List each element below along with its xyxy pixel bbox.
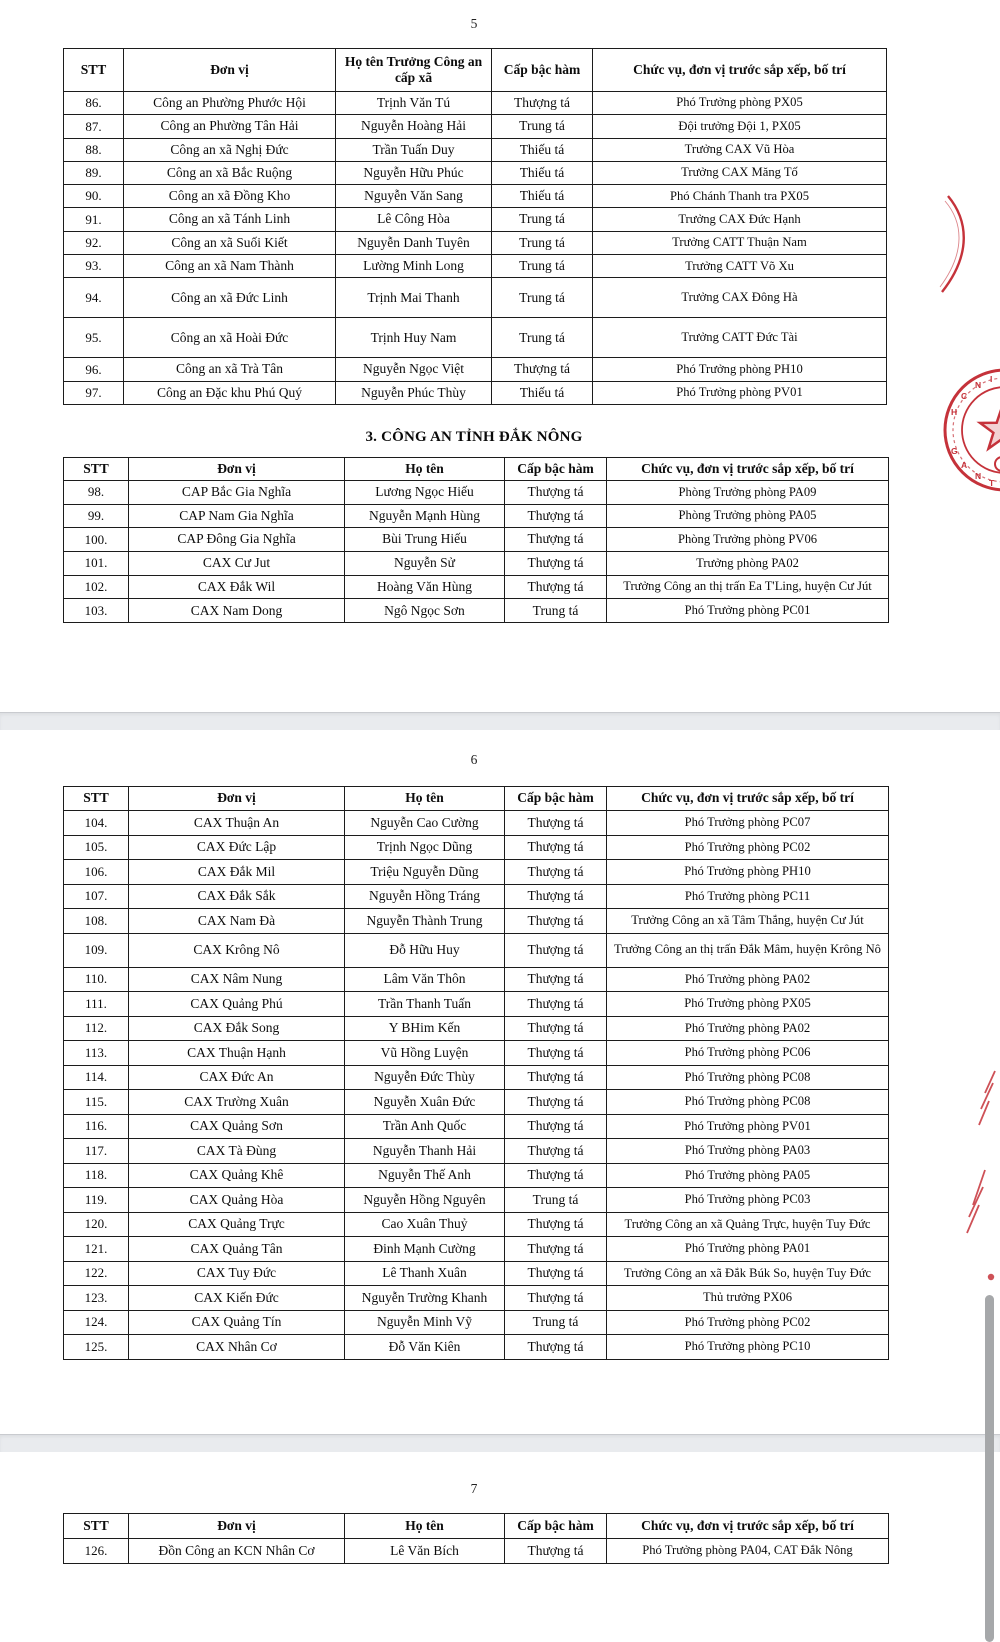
table-cell: 120.	[64, 1212, 129, 1237]
table-cell: Lê Văn Bích	[345, 1539, 505, 1564]
table-row	[64, 115, 887, 138]
table-cell: Trung tá	[492, 318, 593, 358]
table-header-cell: Cấp bậc hàm	[505, 1514, 607, 1539]
table-cell: CAX Nâm Nung	[129, 967, 345, 992]
table-cell: Thượng tá	[505, 1090, 607, 1115]
table-cell: Phó Trưởng phòng PC08	[607, 1090, 889, 1115]
table-cell: Thượng tá	[505, 1139, 607, 1164]
table-cell: Thượng tá	[505, 967, 607, 992]
table-cell: 114.	[64, 1065, 129, 1090]
table-cell: Trưởng Công an xã Đắk Búk So, huyện Tuy Đức	[607, 1261, 889, 1286]
table-cell: 124.	[64, 1310, 129, 1335]
table-cell: Phó Trưởng phòng PA05	[607, 1163, 889, 1188]
table-row	[64, 1539, 889, 1564]
section-heading: 3. CÔNG AN TỈNH ĐẮK NÔNG	[365, 429, 583, 445]
table-cell: Công an xã Suối Kiết	[124, 231, 336, 254]
table-cell: Phó Trưởng phòng PA04, CAT Đắk Nông	[607, 1539, 889, 1564]
table-header-cell: Họ tên	[345, 1514, 505, 1539]
table-cell: Phòng Trưởng phòng PA09	[607, 481, 889, 505]
table-cell: Vũ Hồng Luyện	[345, 1041, 505, 1066]
table-cell: CAX Tuy Đức	[129, 1261, 345, 1286]
table-cell: Thiếu tá	[492, 381, 593, 404]
official-seal-icon	[930, 368, 1000, 498]
table-header-cell: STT	[64, 458, 129, 481]
table-row	[64, 1114, 889, 1139]
table-cell: Công an xã Trà Tân	[124, 358, 336, 381]
table-cell: Trịnh Văn Tú	[336, 92, 492, 115]
table-row	[64, 1310, 889, 1335]
table-row	[64, 933, 889, 967]
table-cell: Thượng tá	[505, 528, 607, 552]
table-cell: Công an xã Đồng Kho	[124, 185, 336, 208]
pdf-page-7	[0, 1452, 1000, 1642]
table-header-cell: Đơn vị	[129, 458, 345, 481]
table-row	[64, 884, 889, 909]
table-cell: CAP Đông Gia Nghĩa	[129, 528, 345, 552]
table-cell: 109.	[64, 933, 129, 967]
table-cell: 101.	[64, 552, 129, 576]
svg-text:H: H	[951, 407, 958, 417]
table-cell: Công an xã Đức Linh	[124, 278, 336, 318]
table-row	[64, 1016, 889, 1041]
svg-text:I: I	[990, 374, 993, 384]
table-cell: Nguyễn Thế Anh	[345, 1163, 505, 1188]
table-cell: 117.	[64, 1139, 129, 1164]
table-cell: Phó Chánh Thanh tra PX05	[593, 185, 887, 208]
table-header-row	[64, 49, 887, 92]
table-cell: Trưởng CAX Đức Hạnh	[593, 208, 887, 231]
table-cell: Thượng tá	[505, 1335, 607, 1360]
table-cell: 113.	[64, 1041, 129, 1066]
table-cell: Lương Ngọc Hiếu	[345, 481, 505, 505]
page-number: 6	[470, 752, 478, 767]
table-row	[64, 1335, 889, 1360]
table-row	[64, 1212, 889, 1237]
svg-text:C: C	[961, 391, 968, 401]
table-cell: 106.	[64, 860, 129, 885]
table-cell: Thượng tá	[505, 1286, 607, 1311]
table-cell: Đỗ Hữu Huy	[345, 933, 505, 967]
table-cell: Thượng tá	[505, 1539, 607, 1564]
table-row	[64, 278, 887, 318]
table-row	[64, 1163, 889, 1188]
table-cell: CAX Trường Xuân	[129, 1090, 345, 1115]
table-header-cell: Chức vụ, đơn vị trước sắp xếp, bố trí	[593, 49, 887, 92]
table-cell: CAX Đắk Song	[129, 1016, 345, 1041]
table-cell: CAX Kiến Đức	[129, 1286, 345, 1311]
table-cell: 99.	[64, 504, 129, 528]
table-cell: Đinh Mạnh Cường	[345, 1237, 505, 1262]
table-cell: Phó Trưởng phòng PC11	[607, 884, 889, 909]
table-cell: Phó Trưởng phòng PC01	[607, 599, 889, 623]
pdf-page-6	[0, 730, 1000, 1434]
table-cell: Nguyễn Cao Cường	[345, 811, 505, 836]
table-cell: Đồn Công an KCN Nhân Cơ	[129, 1539, 345, 1564]
pdf-page-5	[0, 0, 1000, 712]
svg-text:T: T	[989, 478, 995, 488]
table-cell: 91.	[64, 208, 124, 231]
table-header-cell: Họ tên	[345, 458, 505, 481]
table-header-row	[64, 458, 889, 481]
table-header-cell: Họ tên	[345, 787, 505, 811]
table-cell: 116.	[64, 1114, 129, 1139]
table-cell: Thượng tá	[505, 992, 607, 1017]
table-cell: Phó Trưởng phòng PH10	[593, 358, 887, 381]
table-cell: Thượng tá	[505, 1065, 607, 1090]
signature-marks-icon	[955, 1065, 1000, 1290]
table-row	[64, 599, 889, 623]
table-cell: 122.	[64, 1261, 129, 1286]
table-cell: Công an xã Hoài Đức	[124, 318, 336, 358]
table-cell: 97.	[64, 381, 124, 404]
table-row	[64, 504, 889, 528]
table-cell: Triệu Nguyễn Dũng	[345, 860, 505, 885]
table-row	[64, 835, 889, 860]
table-row	[64, 992, 889, 1017]
table-cell: Phó Trưởng phòng PA01	[607, 1237, 889, 1262]
table-cell: Trịnh Mai Thanh	[336, 278, 492, 318]
table-cell: Trịnh Huy Nam	[336, 318, 492, 358]
officers-table-page5-top	[63, 48, 887, 405]
table-header-row	[64, 1514, 889, 1539]
table-cell: Thượng tá	[492, 358, 593, 381]
table-cell: CAP Nam Gia Nghĩa	[129, 504, 345, 528]
table-header-cell: Họ tên Trưởng Công an cấp xã	[336, 49, 492, 92]
table-cell: Nguyễn Hữu Phúc	[336, 161, 492, 184]
table-cell: 119.	[64, 1188, 129, 1213]
table-cell: Thượng tá	[505, 1212, 607, 1237]
table-header-cell: STT	[64, 787, 129, 811]
page-separator	[0, 1434, 1000, 1454]
table-cell: 105.	[64, 835, 129, 860]
table-cell: Thượng tá	[505, 575, 607, 599]
table-row	[64, 358, 887, 381]
table-cell: Nguyễn Hoàng Hải	[336, 115, 492, 138]
table-cell: Lường Minh Long	[336, 255, 492, 278]
table-cell: CAX Quảng Khê	[129, 1163, 345, 1188]
table-row	[64, 528, 889, 552]
table-cell: Bùi Trung Hiếu	[345, 528, 505, 552]
table-cell: Nguyễn Mạnh Hùng	[345, 504, 505, 528]
table-cell: 96.	[64, 358, 124, 381]
table-cell: 123.	[64, 1286, 129, 1311]
table-cell: Phó Trưởng phòng PC07	[607, 811, 889, 836]
table-row	[64, 318, 887, 358]
stamp-arc-icon	[930, 192, 990, 297]
table-row	[64, 161, 887, 184]
table-row	[64, 1188, 889, 1213]
table-cell: Trung tá	[492, 115, 593, 138]
svg-text:N: N	[975, 471, 982, 481]
scrollbar-thumb[interactable]	[985, 1295, 994, 1642]
table-cell: Thượng tá	[505, 1041, 607, 1066]
table-cell: Trưởng CATT Võ Xu	[593, 255, 887, 278]
table-cell: Trung tá	[505, 1188, 607, 1213]
table-cell: Thượng tá	[505, 835, 607, 860]
table-row	[64, 185, 887, 208]
table-cell: CAX Đức Lập	[129, 835, 345, 860]
table-header-cell: STT	[64, 49, 124, 92]
table-cell: CAX Đức An	[129, 1065, 345, 1090]
table-cell: CAX Quảng Tín	[129, 1310, 345, 1335]
page-separator	[0, 712, 1000, 732]
table-row	[64, 1237, 889, 1262]
table-cell: 107.	[64, 884, 129, 909]
table-cell: Phó Trưởng phòng PA03	[607, 1139, 889, 1164]
table-cell: Lâm Văn Thôn	[345, 967, 505, 992]
table-row	[64, 552, 889, 576]
table-cell: Nguyễn Sử	[345, 552, 505, 576]
table-cell: Thượng tá	[505, 481, 607, 505]
table-cell: Công an xã Nam Thành	[124, 255, 336, 278]
officers-table-page6	[63, 786, 889, 1360]
table-cell: 104.	[64, 811, 129, 836]
table-cell: CAX Nam Đà	[129, 909, 345, 934]
table-cell: Trưởng CATT Thuận Nam	[593, 231, 887, 254]
table-cell: Trưởng phòng PA02	[607, 552, 889, 576]
table-cell: Nguyễn Minh Vỹ	[345, 1310, 505, 1335]
table-cell: 86.	[64, 92, 124, 115]
table-header-cell: Chức vụ, đơn vị trước sắp xếp, bố trí	[607, 787, 889, 811]
table-cell: 102.	[64, 575, 129, 599]
table-cell: Phó Trưởng phòng PA02	[607, 967, 889, 992]
table-cell: CAX Nam Dong	[129, 599, 345, 623]
table-cell: Y BHim Kến	[345, 1016, 505, 1041]
table-cell: 103.	[64, 599, 129, 623]
table-cell: Nguyễn Phúc Thùy	[336, 381, 492, 404]
table-header-cell: Đơn vị	[129, 1514, 345, 1539]
table-header-cell: Cấp bậc hàm	[505, 458, 607, 481]
table-cell: Trưởng Công an thị trấn Ea T'Ling, huyện Cư Jút	[607, 575, 889, 599]
table-cell: Phòng Trưởng phòng PA05	[607, 504, 889, 528]
table-row	[64, 208, 887, 231]
table-cell: Thượng tá	[505, 1114, 607, 1139]
table-cell: 87.	[64, 115, 124, 138]
table-cell: Trưởng CATT Đức Tài	[593, 318, 887, 358]
table-cell: Phó Trưởng phòng PV01	[593, 381, 887, 404]
table-row	[64, 1090, 889, 1115]
table-row	[64, 381, 887, 404]
page-number: 7	[470, 1481, 478, 1496]
table-cell: Phó Trưởng phòng PC08	[607, 1065, 889, 1090]
table-cell: Phó Trưởng phòng PC03	[607, 1188, 889, 1213]
table-cell: Lê Thanh Xuân	[345, 1261, 505, 1286]
table-cell: Thiếu tá	[492, 161, 593, 184]
table-cell: Thượng tá	[505, 504, 607, 528]
officers-table-page7	[63, 1513, 889, 1564]
table-cell: Trung tá	[492, 231, 593, 254]
table-row	[64, 138, 887, 161]
table-header-cell: Cấp bậc hàm	[505, 787, 607, 811]
table-cell: 93.	[64, 255, 124, 278]
table-cell: CAP Bắc Gia Nghĩa	[129, 481, 345, 505]
table-cell: Trần Anh Quốc	[345, 1114, 505, 1139]
table-row	[64, 1139, 889, 1164]
table-cell: Cao Xuân Thuỷ	[345, 1212, 505, 1237]
table-cell: Trưởng CAX Măng Tố	[593, 161, 887, 184]
table-cell: Trưởng Công an xã Quảng Trực, huyện Tuy Đức	[607, 1212, 889, 1237]
table-row	[64, 967, 889, 992]
table-cell: Đỗ Văn Kiên	[345, 1335, 505, 1360]
table-cell: Thượng tá	[505, 860, 607, 885]
table-cell: Lê Công Hòa	[336, 208, 492, 231]
table-cell: CAX Cư Jut	[129, 552, 345, 576]
table-cell: Trưởng CAX Vũ Hòa	[593, 138, 887, 161]
table-cell: CAX Quảng Phú	[129, 992, 345, 1017]
table-cell: 110.	[64, 967, 129, 992]
table-cell: 121.	[64, 1237, 129, 1262]
table-header-cell: STT	[64, 1514, 129, 1539]
table-row	[64, 1041, 889, 1066]
table-row	[64, 1261, 889, 1286]
table-cell: Công an xã Nghị Đức	[124, 138, 336, 161]
table-cell: 100.	[64, 528, 129, 552]
table-cell: Phó Trưởng phòng PC02	[607, 835, 889, 860]
table-row	[64, 231, 887, 254]
table-cell: Nguyễn Thanh Hải	[345, 1139, 505, 1164]
table-cell: CAX Quảng Tân	[129, 1237, 345, 1262]
table-cell: CAX Đắk Wil	[129, 575, 345, 599]
table-cell: 126.	[64, 1539, 129, 1564]
table-row	[64, 481, 889, 505]
table-cell: Thủ trưởng PX06	[607, 1286, 889, 1311]
table-row	[64, 811, 889, 836]
table-cell: 111.	[64, 992, 129, 1017]
table-cell: Nguyễn Văn Sang	[336, 185, 492, 208]
table-cell: Thượng tá	[505, 1163, 607, 1188]
table-cell: Thượng tá	[505, 811, 607, 836]
table-cell: Trịnh Ngọc Dũng	[345, 835, 505, 860]
table-cell: Nguyễn Trường Khanh	[345, 1286, 505, 1311]
table-cell: CAX Nhân Cơ	[129, 1335, 345, 1360]
table-cell: Phó Trưởng phòng PC06	[607, 1041, 889, 1066]
table-cell: CAX Thuận Hạnh	[129, 1041, 345, 1066]
table-cell: Phó Trưởng phòng PV01	[607, 1114, 889, 1139]
table-cell: CAX Krông Nô	[129, 933, 345, 967]
table-cell: CAX Tà Đùng	[129, 1139, 345, 1164]
table-header-cell: Chức vụ, đơn vị trước sắp xếp, bố trí	[607, 1514, 889, 1539]
table-cell: 115.	[64, 1090, 129, 1115]
table-cell: CAX Đắk Sắk	[129, 884, 345, 909]
table-cell: CAX Đắk Mil	[129, 860, 345, 885]
table-cell: CAX Quảng Trực	[129, 1212, 345, 1237]
table-cell: Phó Trưởng phòng PC02	[607, 1310, 889, 1335]
table-cell: Phòng Trưởng phòng PV06	[607, 528, 889, 552]
table-cell: Nguyễn Danh Tuyên	[336, 231, 492, 254]
table-cell: Hoàng Văn Hùng	[345, 575, 505, 599]
table-row	[64, 1065, 889, 1090]
table-cell: Công an Đặc khu Phú Quý	[124, 381, 336, 404]
table-cell: 89.	[64, 161, 124, 184]
table-row	[64, 575, 889, 599]
table-cell: Trưởng Công an thị trấn Đắk Mâm, huyện Krông Nô	[607, 933, 889, 967]
officers-table-page5-bottom	[63, 457, 889, 623]
table-cell: CAX Quảng Hòa	[129, 1188, 345, 1213]
table-header-cell: Đơn vị	[124, 49, 336, 92]
table-header-row	[64, 787, 889, 811]
table-cell: Nguyễn Hồng Tráng	[345, 884, 505, 909]
table-cell: Thượng tá	[505, 933, 607, 967]
table-cell: Thượng tá	[505, 1016, 607, 1041]
table-cell: 88.	[64, 138, 124, 161]
table-cell: Nguyễn Hồng Nguyên	[345, 1188, 505, 1213]
page-number: 5	[470, 16, 478, 31]
table-cell: Thượng tá	[505, 1237, 607, 1262]
table-cell: CAX Quảng Sơn	[129, 1114, 345, 1139]
table-cell: Nguyễn Ngọc Việt	[336, 358, 492, 381]
table-cell: Thiếu tá	[492, 138, 593, 161]
table-cell: Thượng tá	[492, 92, 593, 115]
table-row	[64, 92, 887, 115]
svg-text:A: A	[961, 460, 968, 470]
table-cell: Phó Trưởng phòng PX05	[593, 92, 887, 115]
table-cell: Công an Phường Tân Hải	[124, 115, 336, 138]
table-cell: Phó Trưởng phòng PA02	[607, 1016, 889, 1041]
table-cell: Trung tá	[492, 208, 593, 231]
table-cell: Phó Trưởng phòng PC10	[607, 1335, 889, 1360]
svg-text:N: N	[975, 380, 982, 390]
table-cell: 95.	[64, 318, 124, 358]
table-cell: 98.	[64, 481, 129, 505]
table-row	[64, 255, 887, 278]
table-cell: Nguyễn Thành Trung	[345, 909, 505, 934]
table-cell: Công an Phường Phước Hội	[124, 92, 336, 115]
table-cell: 112.	[64, 1016, 129, 1041]
table-cell: 125.	[64, 1335, 129, 1360]
table-cell: Thượng tá	[505, 552, 607, 576]
table-cell: Nguyễn Xuân Đức	[345, 1090, 505, 1115]
table-cell: Trần Tuấn Duy	[336, 138, 492, 161]
table-cell: CAX Thuận An	[129, 811, 345, 836]
table-cell: Trung tá	[505, 1310, 607, 1335]
table-cell: Trưởng Công an xã Tâm Thắng, huyện Cư Jút	[607, 909, 889, 934]
table-row	[64, 860, 889, 885]
table-cell: Trung tá	[505, 599, 607, 623]
table-cell: 108.	[64, 909, 129, 934]
table-row	[64, 1286, 889, 1311]
table-cell: Công an xã Bắc Ruộng	[124, 161, 336, 184]
table-cell: Trung tá	[492, 255, 593, 278]
table-cell: Trung tá	[492, 278, 593, 318]
table-cell: Thượng tá	[505, 884, 607, 909]
table-cell: Đội trưởng Đội 1, PX05	[593, 115, 887, 138]
table-cell: Trưởng CAX Đông Hà	[593, 278, 887, 318]
table-row	[64, 909, 889, 934]
table-cell: Phó Trưởng phòng PH10	[607, 860, 889, 885]
table-cell: 118.	[64, 1163, 129, 1188]
table-cell: Công an xã Tánh Linh	[124, 208, 336, 231]
table-cell: Phó Trưởng phòng PX05	[607, 992, 889, 1017]
table-cell: Ngô Ngọc Sơn	[345, 599, 505, 623]
table-cell: Nguyễn Đức Thùy	[345, 1065, 505, 1090]
table-cell: 90.	[64, 185, 124, 208]
table-cell: Thượng tá	[505, 909, 607, 934]
table-header-cell: Đơn vị	[129, 787, 345, 811]
table-header-cell: Cấp bậc hàm	[492, 49, 593, 92]
table-cell: Thiếu tá	[492, 185, 593, 208]
table-cell: Thượng tá	[505, 1261, 607, 1286]
table-header-cell: Chức vụ, đơn vị trước sắp xếp, bố trí	[607, 458, 889, 481]
table-cell: 92.	[64, 231, 124, 254]
svg-text:G: G	[951, 446, 958, 456]
table-cell: Trần Thanh Tuấn	[345, 992, 505, 1017]
table-cell: 94.	[64, 278, 124, 318]
